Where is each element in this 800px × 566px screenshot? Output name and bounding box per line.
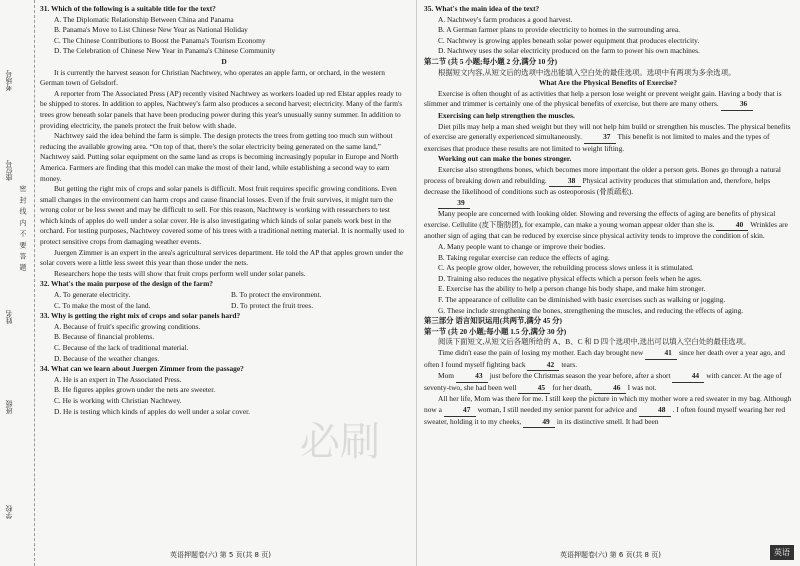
blank-40: 40	[716, 220, 748, 232]
passage-paragraph	[424, 89, 792, 111]
option: A. Because of fruit's specific growing conditions.	[54, 321, 201, 331]
option: C. Nachtwey is growing apples beneath solar power equipment that produces electricity.	[438, 35, 700, 45]
choice: G. These include strengthening the bones, strengthening the muscles, and reducing the effects of aging.	[438, 305, 744, 315]
section-1-instructions: 阅读下面短文,从短文后各题所给的 A、B、C 和 D 四个选项中,选出可以填入空白处的最佳选项。	[438, 337, 751, 347]
cloze-text: tears.	[561, 359, 578, 369]
blank-48: 48	[639, 405, 671, 417]
cloze-text: with cancer. At the age of seventy-two, she had been well	[424, 371, 782, 392]
option: A. He is an expert in The Associated Press.	[54, 374, 182, 384]
passage-paragraph	[424, 209, 792, 242]
margin-label-name: 姓名	[5, 310, 13, 324]
blank-44: 44	[672, 371, 704, 383]
passage-paragraph: But getting the right mix of crops and solar panels is difficult. Most fruit requires specific growing conditions. Even small changes in the environment can harm crops and cause financial losses. Even if the fruit survives, it might turn the wrong color or be less sweet and may be difficult to sell. For this reason, Nachtwey is working with researchers to test which kinds of apples do well under a solar cover. He is also investigating which kinds of solar panels work best in the orchard. For testing purposes, Nachtwey covered some of his trees with a traditional netting material. It is normally used to protect sensitive crops from damaging weather events.	[40, 184, 405, 247]
margin-label-seat: 座位号	[5, 160, 13, 181]
choice: E. Exercise has the ability to help a person change his body shape, and make him stronger.	[438, 284, 706, 294]
option: D. To protect the fruit trees.	[231, 300, 314, 310]
paragraph-text: This benefit is not limited to males and the types of exercises that produce these results are not limited to weight lifting.	[424, 132, 770, 153]
paragraph-text: Diet pills may help a man shed weight but they will not help him build or strengthen his muscles. The physical benefits of exercise are generally experienced simultaneously.	[424, 121, 791, 142]
blank-36: 36	[721, 99, 753, 111]
margin-label-class: 班级	[5, 400, 13, 414]
margin-label-school: 学校	[5, 505, 13, 519]
blank-41: 41	[645, 348, 677, 360]
passage-letter: D	[221, 56, 227, 66]
question-33-stem: 33. Why is getting the right mix of crops and solar panels hard?	[40, 311, 241, 321]
option: A. The Diplomatic Relationship Between China and Panama	[54, 14, 234, 24]
option: A. Nachtwey's farm produces a good harvest.	[438, 14, 573, 24]
passage-paragraph: Juergen Zimmer is an expert in the area's agricultural services department. He told the AP that apples grown under the solar covers were a little less sweet this year than those under the nets.	[40, 247, 403, 268]
left-column	[40, 4, 408, 417]
blank-42: 42	[527, 360, 559, 372]
passage-paragraph: Researchers hope the tests will show that fruit crops perform well under solar panels.	[54, 268, 306, 278]
seal-line-text: 密 封 线 内 不 要 答 题	[19, 185, 27, 272]
part-3-heading: 第三部分 语言知识运用(共两节,满分 45 分)	[424, 316, 562, 326]
subheading: Working out can make the bones stronger.	[438, 154, 572, 164]
choice: D. Training also reduces the negative physical effects which a person feels when he ages.	[438, 273, 702, 283]
page-footer-right: 英语押题卷(六) 第 6 页(共 8 页)	[560, 551, 661, 559]
paragraph-text: Exercise is often thought of as activities that help a person lose weight or prevent weight gain. Having a body that is slimmer and trimmer is certainly one of the physical benefits of exercise, but there are many others.	[424, 88, 782, 109]
section-2-heading: 第二节 (共 5 小题;每小题 2 分,满分 10 分)	[424, 56, 558, 66]
paragraph-text: Physical activity produces that stimulation and, therefore, helps decrease the likelihood of conditions such as osteoporosis (骨质疏松).	[424, 175, 771, 197]
section-1-heading: 第一节 (共 20 小题;每小题 1.5 分,满分 30 分)	[424, 326, 567, 336]
passage-paragraph: Nachtwey said the idea behind the farm is simple. The design protects the trees from getting too much sun without reducing the available growing area. “On top of that, there's the solar electricity being generated on the same land,” Nachtwey said. Putting solar equipment on the same land as crops is becoming increasingly popular in Europe and North America. Farmers are finding that this model can make the most of their land, while establishing a second way to earn money.	[40, 131, 399, 183]
passage-paragraph: It is currently the harvest season for Christian Nachtwey, who operates an apple farm, or orchard, in the western German town of Gelsdorf.	[40, 67, 385, 88]
watermark: 必刷	[300, 419, 380, 465]
option: A. To generate electricity.	[54, 290, 131, 300]
cloze-paragraph	[424, 394, 792, 428]
cloze-text: just before the Christmas season the year before, after a short	[489, 371, 671, 381]
cloze-text: Mom	[438, 371, 455, 381]
option: C. To make the most of the land.	[54, 300, 151, 310]
page-footer-left: 英语押题卷(六) 第 5 页(共 8 页)	[170, 551, 271, 559]
cloze-text: Time didn't ease the pain of losing my mother. Each day brought new	[438, 348, 644, 357]
option: B. He figures apples grown under the nets are sweeter.	[54, 385, 216, 395]
option: D. Because of the weather changes.	[54, 353, 160, 363]
cloze-paragraph	[424, 371, 792, 394]
option: B. A German farmer plans to provide electricity to homes in the surrounding area.	[438, 25, 680, 35]
blank-47: 47	[444, 405, 476, 417]
passage-paragraph	[424, 165, 792, 198]
option: D. Nachtwey uses the solar electricity produced on the farm to power his own machines.	[438, 46, 700, 56]
subject-tag: 英语	[770, 545, 794, 560]
paragraph-text: Many people are concerned with looking older. Slowing and reversing the effects of aging are benefits of physical exercise. Cellulite (皮下脂肪团), for example, can make a young woman appear older than she is.	[424, 209, 776, 229]
option: B. Panama's Move to List Chinese New Year as National Holiday	[54, 25, 248, 35]
cloze-text: . I often found myself wearing her red sweater, holding it to my cheeks,	[424, 404, 786, 426]
binding-margin	[0, 0, 35, 566]
blank-49: 49	[523, 417, 555, 429]
option: B. To protect the environment.	[231, 290, 322, 300]
blank-37: 37	[584, 132, 616, 144]
blank-45: 45	[518, 383, 550, 395]
option: B. Because of financial problems.	[54, 332, 155, 342]
blank-39: 39	[438, 198, 470, 210]
choice: B. Taking regular exercise can reduce the effects of aging.	[438, 252, 610, 262]
question-35-stem: 35. What's the main idea of the text?	[424, 4, 540, 13]
paragraph-text: Exercise also strengthens bones, which becomes more important the older a person gets. Bones go through a natural process of breaking down and rebuilding.	[424, 164, 781, 185]
cloze-text: in its distinctive smell. It had been	[556, 416, 659, 426]
paragraph-text: Wrinkles are another sign of aging that can be reduced by exercise since physical activity tends to improve the condition of skin.	[424, 219, 788, 241]
cloze-text: woman, I still needed my senior parent for advice and	[477, 404, 637, 414]
cloze-paragraph	[424, 348, 792, 371]
section-2-instructions: 根据短文内容,从短文后的选项中选出能填入空白处的最佳选项。选项中有两项为多余选项。	[438, 67, 736, 77]
question-32-stem: 32. What's the main purpose of the design of the farm?	[40, 279, 213, 289]
choice: A. Many people want to change or improve their bodies.	[438, 242, 606, 252]
subheading: Exercising can help strengthen the muscles.	[438, 110, 575, 120]
question-32-options	[40, 290, 408, 311]
blank-38: 38	[549, 176, 581, 188]
cloze-text: since her death over a year ago, and often I found myself fighting back	[424, 348, 785, 369]
cloze-text: I was not.	[627, 382, 657, 392]
cloze-text: All her life, Mom was there for me. I still keep the picture in which my mother wore a red sweater in my bag. Although now a	[424, 394, 792, 414]
passage-paragraph: A reporter from The Associated Press (AP) recently visited Nachtwey as workers loaded up red Elstar apples ready to be shipped to stores. In addition to apples, Nachtwey's farm also produces a second harvest; electricity. Many of the farm's trees grow beneath solar panels that have been producing power during this year's unusually sunny summer. In addition to providing electricity, the panels protect the fruit below with shade.	[40, 88, 403, 130]
passage-paragraph	[424, 122, 792, 155]
passage-title: What Are the Physical Benefits of Exercise?	[538, 78, 678, 88]
right-column	[424, 4, 792, 428]
cloze-text: for her death,	[552, 382, 592, 392]
blank-43: 43	[456, 371, 488, 383]
option: D. He is testing which kinds of apples do well under a solar cover.	[54, 406, 251, 416]
option: C. Because of the lack of traditional material.	[54, 343, 189, 352]
margin-label-exam-room: 考场号	[5, 70, 13, 91]
blank-46: 46	[594, 383, 626, 395]
choice: C. As people grow older, however, the rebuilding process slows unless it is stimulated.	[438, 263, 694, 273]
option: C. He is working with Christian Nachtwey.	[54, 395, 182, 405]
column-divider	[416, 0, 417, 566]
option: C. The Chinese Contributions to Boost the Panama's Tourism Economy	[54, 35, 266, 45]
choice: F. The appearance of cellulite can be diminished with basic exercises such as walking or jogging.	[438, 295, 726, 305]
option: D. The Celebration of Chinese New Year in Panama's Chinese Community	[54, 46, 276, 56]
question-34-stem: 34. What can we learn about Juergen Zimmer from the passage?	[40, 364, 244, 374]
question-31-stem: 31. Which of the following is a suitable title for the text?	[40, 4, 216, 13]
passage-paragraph	[424, 198, 792, 210]
